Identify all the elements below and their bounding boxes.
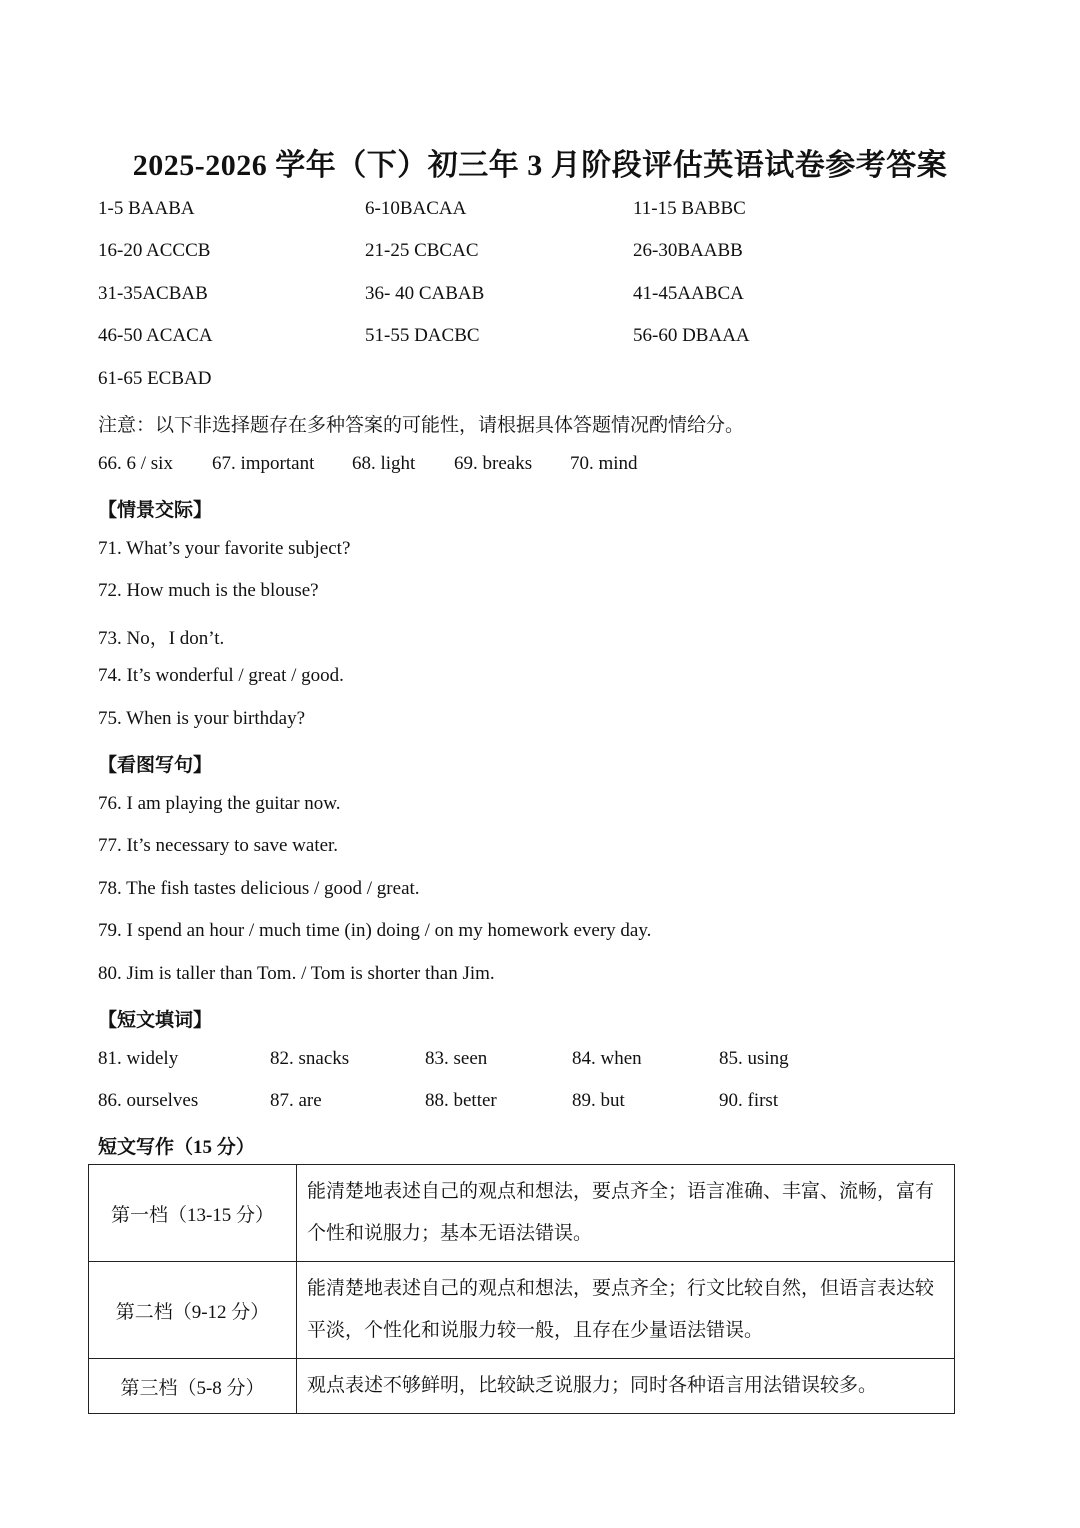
rubric-level: 第一档（13-15 分）	[89, 1165, 297, 1262]
section-heading-writing: 短文写作（15 分）	[98, 1137, 255, 1158]
fill-answer: 70. mind	[570, 453, 638, 474]
cloze-answer: 89. but	[572, 1090, 625, 1111]
mc-answer: 1-5 BAABA	[98, 198, 195, 219]
cloze-answer: 83. seen	[425, 1048, 488, 1069]
section-heading-picture: 【看图写句】	[98, 755, 213, 776]
rubric-level: 第二档（9-12 分）	[89, 1262, 297, 1359]
mc-answer: 56-60 DBAAA	[633, 325, 750, 346]
answer-line: 74. It’s wonderful / great / good.	[98, 665, 344, 686]
mc-answer: 26-30BAABB	[633, 240, 743, 261]
answer-line: 76. I am playing the guitar now.	[98, 793, 341, 814]
cloze-answer: 82. snacks	[270, 1048, 350, 1069]
fill-answer: 68. light	[352, 453, 416, 474]
mc-answer: 16-20 ACCCB	[98, 240, 211, 261]
answer-line: 75. When is your birthday?	[98, 708, 306, 729]
answer-line: 73. No，I don’t.	[98, 628, 225, 649]
cloze-answer: 90. first	[719, 1090, 779, 1111]
answer-line: 71. What’s your favorite subject?	[98, 538, 351, 559]
answer-line: 77. It’s necessary to save water.	[98, 835, 339, 856]
mc-answer: 31-35ACBAB	[98, 283, 208, 304]
fill-answer: 66. 6 / six	[98, 453, 173, 474]
mc-answer: 36- 40 CABAB	[365, 283, 485, 304]
cloze-answer: 81. widely	[98, 1048, 179, 1069]
mc-answer: 51-55 DACBC	[365, 325, 480, 346]
mc-answer: 21-25 CBCAC	[365, 240, 479, 261]
cloze-answer: 85. using	[719, 1048, 789, 1069]
grading-note: 注意：以下非选择题存在多种答案的可能性，请根据具体答题情况酌情给分。	[98, 415, 745, 436]
answer-line: 80. Jim is taller than Tom. / Tom is shorter than Jim.	[98, 963, 495, 984]
fill-answer: 67. important	[212, 453, 315, 474]
rubric-description: 能清楚地表述自己的观点和想法，要点齐全；语言准确、丰富、流畅，富有个性和说服力；基本无语法错误。	[297, 1165, 955, 1262]
rubric-description: 观点表述不够鲜明，比较缺乏说服力；同时各种语言用法错误较多。	[297, 1359, 955, 1414]
mc-answer: 41-45AABCA	[633, 283, 744, 304]
scoring-rubric-table	[88, 1164, 955, 1414]
fill-answer: 69. breaks	[454, 453, 533, 474]
mc-answer: 46-50 ACACA	[98, 325, 213, 346]
table-row	[89, 1165, 955, 1262]
cloze-answer: 87. are	[270, 1090, 322, 1111]
mc-answer: 6-10BACAA	[365, 198, 467, 219]
page-title: 2025-2026 学年（下）初三年 3 月阶段评估英语试卷参考答案	[132, 149, 948, 182]
rubric-level: 第三档（5-8 分）	[89, 1359, 297, 1414]
mc-answer: 61-65 ECBAD	[98, 368, 212, 389]
mc-answer: 11-15 BABBC	[633, 198, 746, 219]
cloze-answer: 86. ourselves	[98, 1090, 199, 1111]
rubric-description: 能清楚地表述自己的观点和想法，要点齐全；行文比较自然，但语言表达较平淡，个性化和说服力较一般，且存在少量语法错误。	[297, 1262, 955, 1359]
answer-line: 78. The fish tastes delicious / good / great.	[98, 878, 420, 899]
section-heading-cloze: 【短文填词】	[98, 1010, 213, 1031]
answer-line: 79. I spend an hour / much time (in) doing / on my homework every day.	[98, 920, 652, 941]
table-row	[89, 1262, 955, 1359]
cloze-answer: 84. when	[572, 1048, 642, 1069]
cloze-answer: 88. better	[425, 1090, 497, 1111]
table-row	[89, 1359, 955, 1414]
answer-line: 72. How much is the blouse?	[98, 580, 319, 601]
section-heading-dialogue: 【情景交际】	[98, 500, 213, 521]
